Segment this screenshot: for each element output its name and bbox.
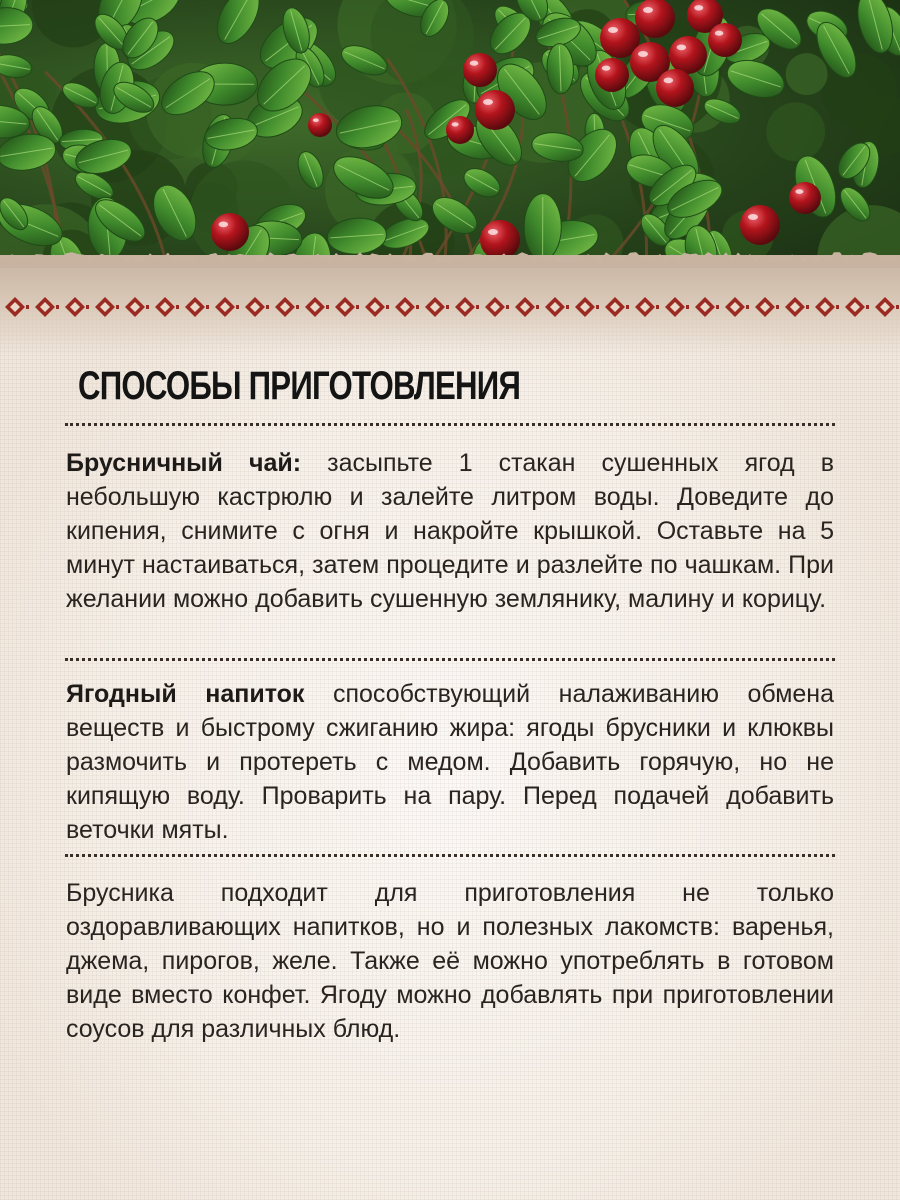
ornament-dot (356, 305, 359, 309)
berry (595, 58, 629, 92)
leaf (0, 6, 34, 45)
ornament-dot (26, 305, 29, 309)
ornament-dot (326, 305, 329, 309)
berry-drink-paragraph (66, 677, 834, 847)
leaf (209, 0, 268, 50)
diamond-ornament-border (0, 294, 900, 320)
uses-paragraph (66, 876, 834, 1046)
ornament-dot (446, 305, 449, 309)
ornament-dot (596, 305, 599, 309)
berry-drink-title: Ягодный напиток (66, 680, 305, 708)
berry-drink-text: способствующий налаживанию обмена веществ и быстрому сжиганию жира: ягоды брусники и клюквы размочить и протереть с медом. Добавить горячую, но не кипящую воду. Проварить на пару. Перед подачей добавить веточки мяты. (66, 680, 834, 844)
ornament-dot (116, 305, 119, 309)
berry (740, 205, 780, 245)
berry (656, 69, 694, 107)
dotted-divider (65, 423, 835, 426)
ornament-dot (716, 305, 719, 309)
dotted-divider (65, 854, 835, 857)
fray-shape (0, 252, 900, 268)
berry (463, 53, 497, 87)
burlap-frayed-edge (0, 248, 900, 268)
uses-text: Брусника подходит для приготовления не только оздоравливающих напитков, но и полезных лакомств: варенья, джема, пирогов, желе. Также её можно употреблять в готовом виде вместо конфет. Ягоду можно добавлять при приготовлении соусов для различных блюд. (66, 879, 834, 1043)
berry (475, 90, 515, 130)
ornament-dot (236, 305, 239, 309)
ornament-dot (896, 305, 899, 309)
ornament-dot (386, 305, 389, 309)
ornament-dot (86, 305, 89, 309)
ornament-dot (746, 305, 749, 309)
tea-recipe-text: засыпьте 1 стакан сушенных ягод в небольшую кастрюлю и залейте литром воды. Доведите до кипения, снимите с огня и накройте крышкой. Оставьте на 5 минут настаиваться, затем процедите и разлейте по чашкам. При желании можно добавить сушенную землянику, малину и корицу. (66, 449, 834, 613)
tea-recipe-paragraph (66, 446, 834, 616)
berry (211, 213, 249, 251)
berry (669, 36, 707, 74)
ornament-dot (866, 305, 869, 309)
ornament-dot (686, 305, 689, 309)
leaf (293, 148, 328, 192)
ornament-dot (476, 305, 479, 309)
berry (308, 113, 332, 137)
dotted-divider (65, 658, 835, 661)
ornament-dot (56, 305, 59, 309)
ornament-dot (266, 305, 269, 309)
ornament-dot (146, 305, 149, 309)
ornament-dot (206, 305, 209, 309)
berry (708, 23, 742, 57)
moss-patch (786, 53, 828, 95)
ornament-dot (296, 305, 299, 309)
ornament-dot (416, 305, 419, 309)
page-title: СПОСОБЫ ПРИГОТОВЛЕНИЯ (78, 364, 521, 408)
ornament-dot (176, 305, 179, 309)
tea-recipe-title: Брусничный чай: (66, 449, 302, 477)
ornament-dot (656, 305, 659, 309)
ornament-dot (506, 305, 509, 309)
moss-patch (766, 102, 825, 161)
berry (446, 116, 474, 144)
ornament-dot (776, 305, 779, 309)
ornament-dot (806, 305, 809, 309)
ornament-dot (626, 305, 629, 309)
berry (789, 182, 821, 214)
ornament-dot (836, 305, 839, 309)
ornament-dot (536, 305, 539, 309)
ornament-dot (566, 305, 569, 309)
